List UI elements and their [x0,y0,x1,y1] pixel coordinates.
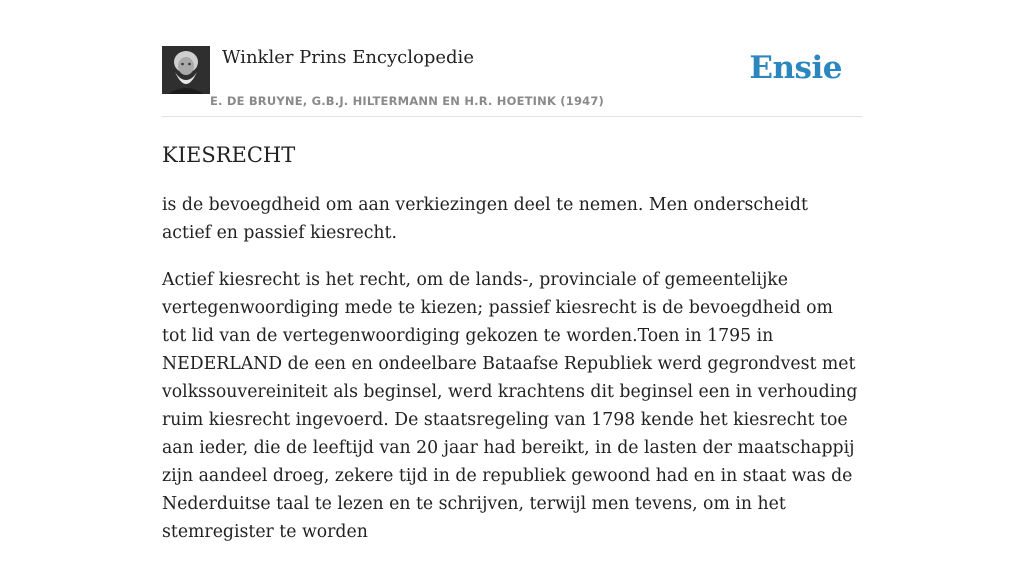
article-paragraph: Actief kiesrecht is het recht, om de lands-, provinciale of gemeentelijke vertegenwoordiging mede te kiezen; passief kiesrecht is de bevoegdheid om tot lid van de vertegenwoordiging gekozen te worden.Toen in 1795 in NEDERLAND de een en ondeelbare Bataafse Republiek werd gegrondvest met volkssouvereiniteit als beginsel, werd krachtens dit beginsel een in verhouding ruim kiesrecht ingevoerd. De staatsregeling van 1798 kende het kiesrecht toe aan ieder, die de leeftijd van 20 jaar had bereikt, in de lasten der maatschappij zijn aandeel droeg, zekere tijd in de republiek gewoond had en in staat was de Nederduitse taal te lezen en te schrijven, terwijl men tevens, om in het stemregister te worden [162,270,858,542]
site-header [162,44,862,117]
ensie-logo[interactable]: Ensie [749,50,842,86]
publication-title[interactable]: Winkler Prins Encyclopedie [222,47,474,68]
publication-authors: E. DE BRUYNE, G.B.J. HILTERMANN EN H.R. HOETINK (1947) [210,94,605,108]
article-paragraph: is de bevoegdheid om aan verkiezingen deel te nemen. Men onderscheidt actief en passief kiesrecht. [162,195,808,243]
portrait-avatar-icon[interactable] [162,46,210,94]
article-title: KIESRECHT [162,143,296,167]
article [162,139,862,565]
